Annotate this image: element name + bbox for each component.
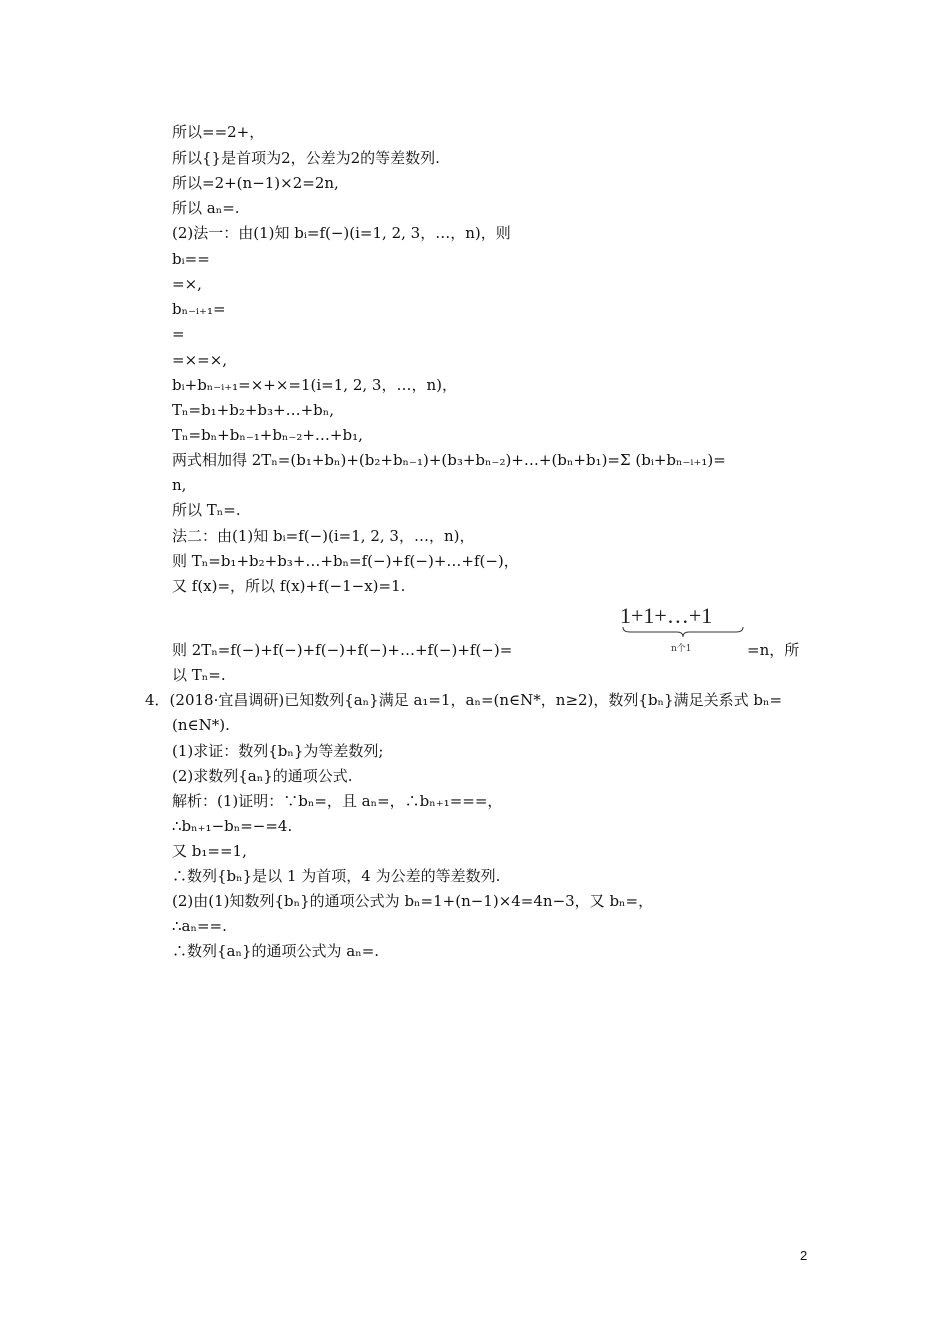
brace-label: n个1 [671, 644, 692, 654]
text-line: (2)由(1)知数列{bₙ}的通项公式为 bₙ=1+(n−1)×4=4n−3，又 bₙ=， [172, 892, 654, 910]
text-line: Tₙ=b₁+b₂+b₃+…+bₙ, [172, 401, 335, 419]
text-line: 所以=2+(n−1)×2=2n, [172, 174, 339, 192]
text-line: bₙ₋ᵢ₊₁= [172, 300, 226, 318]
text-line: Tₙ=bₙ+bₙ₋₁+bₙ₋₂+…+b₁, [172, 426, 363, 444]
problem-4: 4．(2018·宜昌调研)已知数列{aₙ}满足 a₁=1，aₙ=(n∈N*，n≥2)，数列{bₙ}满足关系式 bₙ= [145, 691, 783, 709]
text-line: ∴aₙ==. [172, 917, 227, 935]
text-line: 又 b₁==1, [172, 842, 247, 860]
text-line: 又 f(x)=，所以 f(x)+f(−1−x)=1. [172, 577, 406, 595]
underbrace-icon [622, 626, 744, 638]
text-line: 法二：由(1)知 bᵢ=f(−)(i=1, 2, 3，…，n)， [172, 527, 475, 545]
text-line-tail: =n，所 [747, 641, 800, 659]
text-line: =×, [172, 275, 202, 293]
text-line: 则 2Tₙ=f(−)+f(−)+f(−)+f(−)+…+f(−)+f(−)= [172, 641, 513, 659]
text-line: bᵢ+bₙ₋ᵢ₊₁=×+×=1(i=1, 2, 3，…，n)， [172, 376, 457, 394]
text-line: (2)法一：由(1)知 bᵢ=f(−)(i=1, 2, 3，…，n)，则 [172, 224, 511, 242]
text-line: 所以{}是首项为2，公差为2的等差数列. [172, 149, 440, 167]
text-line: 两式相加得 2Tₙ=(b₁+bₙ)+(b₂+bₙ₋₁)+(b₃+bₙ₋₂)+…+(bₙ+b₁)=Σ (bᵢ+bₙ₋ᵢ₊₁)= [172, 451, 726, 469]
text-line: ∴bₙ₊₁−bₙ=−=4. [172, 817, 293, 835]
text-line: n, [172, 476, 187, 494]
text-line: 所以 Tₙ=. [172, 501, 241, 519]
text-line: ∴数列{aₙ}的通项公式为 aₙ=. [172, 942, 380, 960]
text-line: (1)求证：数列{bₙ}为等差数列; [172, 742, 384, 760]
text-line: 解析：(1)证明：∵bₙ=，且 aₙ=，∴bₙ₊₁===， [172, 792, 503, 810]
text-line: 则 Tₙ=b₁+b₂+b₃+…+bₙ=f(−)+f(−)+…+f(−)， [172, 552, 519, 570]
text-line: =×=×, [172, 351, 228, 369]
text-line: 所以==2+， [172, 123, 265, 141]
text-line: 以 Tₙ=. [172, 666, 226, 684]
page-number: 2 [800, 1248, 808, 1263]
text-line: 所以 aₙ=. [172, 199, 240, 217]
text-line: (n∈N*). [172, 716, 230, 734]
text-line: ∴数列{bₙ}是以 1 为首项，4 为公差的等差数列. [172, 867, 501, 885]
text-line: (2)求数列{aₙ}的通项公式. [172, 767, 353, 785]
brace-expression: 1+1+…+1 [620, 603, 713, 628]
text-line: = [172, 325, 185, 343]
text-line: bᵢ== [172, 250, 210, 268]
